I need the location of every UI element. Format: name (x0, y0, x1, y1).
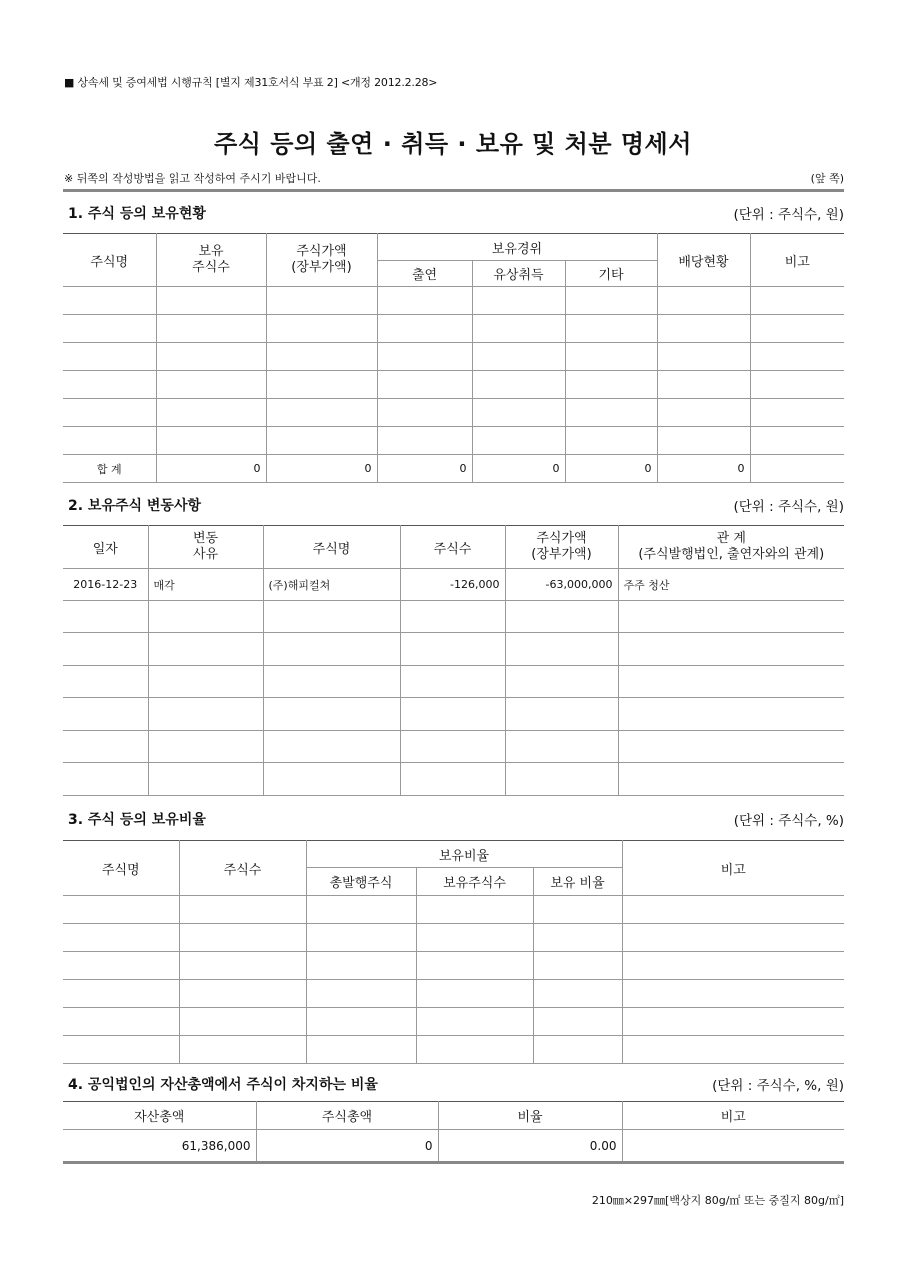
table-row (63, 698, 844, 731)
col-date: 일자 (63, 526, 148, 569)
table-row (63, 569, 844, 601)
table-row (63, 1036, 844, 1064)
col-remarks: 비고 (750, 234, 844, 287)
cell-reason: 매각 (148, 569, 263, 601)
section3-title: 3. 주식 등의 보유비율 (68, 812, 206, 828)
col-stock-name: 주식명 (263, 526, 400, 569)
table-row (63, 952, 844, 980)
table-row (63, 343, 844, 371)
col-paid-acquisition: 유상취득 (472, 261, 565, 287)
col-held-shares (156, 234, 266, 287)
col-stock-value (266, 234, 377, 287)
col-total-assets: 자산총액 (63, 1102, 256, 1130)
cell-relation: 주주 청산 (618, 569, 844, 601)
section4-title: 4. 공익법인의 자산총액에서 주식이 차지하는 비율 (68, 1077, 378, 1093)
col-change-reason-line2: 사유 (192, 547, 219, 562)
cell-shares: -126,000 (400, 569, 505, 601)
col-stock-total: 주식총액 (256, 1102, 438, 1130)
col-stock-name: 주식명 (63, 234, 156, 287)
table-row (63, 1130, 844, 1162)
col-held-shares: 보유주식수 (416, 868, 533, 896)
cell-ratio: 0.00 (438, 1130, 622, 1162)
section4-unit: (단위 : 주식수, %, 원) (712, 1078, 844, 1094)
bottom-divider (63, 1161, 844, 1164)
col-holding-history: 보유경위 (377, 234, 657, 261)
table-row (63, 731, 844, 763)
col-ratio: 비율 (438, 1102, 622, 1130)
col-change-reason (148, 526, 263, 569)
total-row (63, 455, 844, 483)
col-shares: 주식수 (179, 841, 306, 896)
section1-title: 1. 주식 등의 보유현황 (68, 206, 206, 222)
cell-value: -63,000,000 (505, 569, 618, 601)
changes-table (63, 525, 844, 796)
form-reference: ■ 상속세 및 증여세법 시행규칙 [별지 제31호서식 부표 2] <개정 2012.2.28> (64, 76, 438, 89)
total-remarks (750, 455, 844, 483)
col-relation-line1: 관 계 (716, 531, 746, 546)
col-holding-pct: 보유 비율 (533, 868, 622, 896)
section2-unit: (단위 : 주식수, 원) (733, 499, 844, 515)
table-row (63, 896, 844, 924)
table-row (63, 924, 844, 952)
page-side-label: (앞 쪽) (810, 172, 844, 185)
cell-remarks (622, 1130, 844, 1162)
col-relation-line2: (주식발행법인, 출연자와의 관계) (638, 547, 825, 562)
table-row (63, 1008, 844, 1036)
total-dividend: 0 (657, 455, 750, 483)
header-divider (63, 189, 844, 192)
ratio-table (63, 840, 844, 1064)
col-stock-value-line2: (장부가액) (531, 547, 592, 562)
table-row (63, 633, 844, 666)
total-label: 합 계 (63, 455, 156, 483)
cell-date: 2016-12-23 (63, 569, 148, 601)
total-other: 0 (565, 455, 657, 483)
table-row (63, 763, 844, 796)
cell-stock-total: 0 (256, 1130, 438, 1162)
instruction-note: ※ 뒤쪽의 작성방법을 읽고 작성하여 주시기 바랍니다. (64, 172, 321, 185)
col-shares: 주식수 (400, 526, 505, 569)
col-other: 기타 (565, 261, 657, 287)
col-contribution: 출연 (377, 261, 472, 287)
col-change-reason-line1: 변동 (192, 531, 219, 546)
col-stock-value-line1: 주식가액 (536, 531, 587, 546)
asset-ratio-table (63, 1101, 844, 1162)
section3-unit: (단위 : 주식수, %) (733, 813, 844, 829)
cell-total-assets: 61,386,000 (63, 1130, 256, 1162)
page-title: 주식 등의 출연 · 취득 · 보유 및 처분 명세서 (214, 130, 692, 158)
table-row (63, 666, 844, 698)
cell-stock-name: (주)해피컬쳐 (263, 569, 400, 601)
col-held-shares-line2: 주식수 (192, 260, 230, 275)
col-remarks: 비고 (622, 841, 844, 896)
col-held-shares-line1: 보유 (198, 244, 224, 259)
table-row (63, 980, 844, 1008)
total-value: 0 (266, 455, 377, 483)
table-row (63, 371, 844, 399)
table-row (63, 399, 844, 427)
paper-spec: 210㎜×297㎜[백상지 80g/㎡ 또는 중질지 80g/㎡] (591, 1194, 844, 1207)
holdings-table (63, 233, 844, 483)
col-stock-value-line1: 주식가액 (296, 244, 347, 259)
table-row (63, 601, 844, 633)
col-issued-shares: 총발행주식 (306, 868, 416, 896)
total-shares: 0 (156, 455, 266, 483)
section1-unit: (단위 : 주식수, 원) (733, 207, 844, 223)
col-remarks: 비고 (622, 1102, 844, 1130)
total-paid: 0 (472, 455, 565, 483)
col-holding-ratio: 보유비율 (306, 841, 622, 868)
table-row (63, 427, 844, 455)
table-row (63, 287, 844, 315)
col-dividend: 배당현황 (657, 234, 750, 287)
col-relation (618, 526, 844, 569)
total-contribution: 0 (377, 455, 472, 483)
section2-title: 2. 보유주식 변동사항 (68, 498, 201, 514)
col-stock-value-line2: (장부가액) (291, 260, 352, 275)
table-row (63, 315, 844, 343)
col-stock-name: 주식명 (63, 841, 179, 896)
col-stock-value (505, 526, 618, 569)
